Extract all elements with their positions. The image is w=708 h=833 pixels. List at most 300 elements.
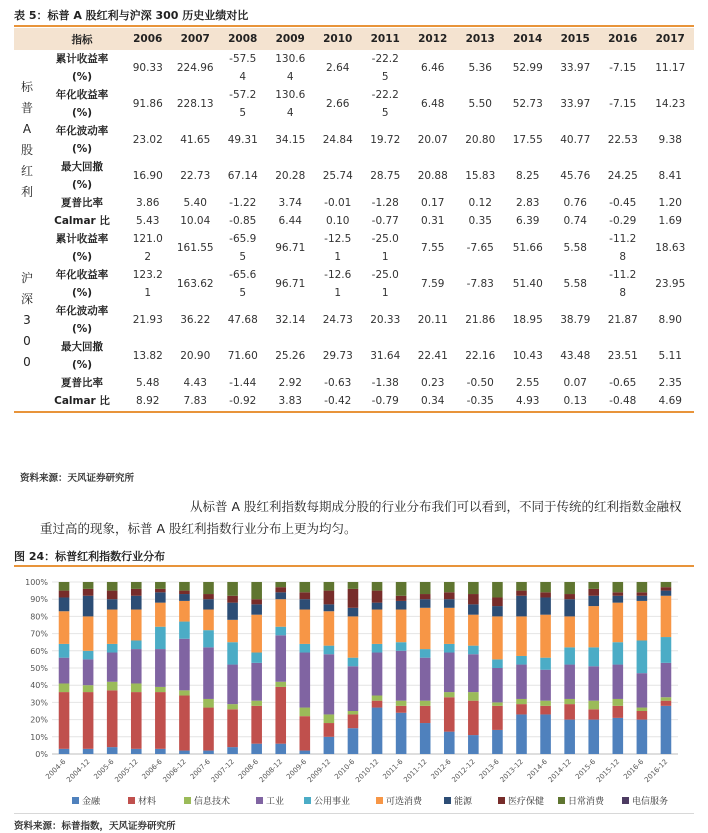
indicator-name [40,302,124,338]
bar-segment [540,706,551,715]
value-cell [267,392,315,410]
bar-segment [588,666,599,700]
bar-segment [468,692,479,701]
value-cell [599,266,647,302]
value-cell [552,122,600,158]
indicator-name-line: 夏普比率 [61,197,103,209]
value-cell [599,122,647,158]
value-line: 43.48 [560,350,591,362]
bar-segment [203,630,214,647]
value-cell [599,374,647,392]
x-tick-label: 2007-6 [188,757,212,781]
x-tick-label: 2009-12 [305,757,333,785]
bar-segment [348,658,359,667]
bar-segment [275,592,286,599]
value-line: 0.07 [563,377,587,389]
indicator-name-line: 年化波动率 [55,305,109,317]
legend-label: 金融 [82,797,101,807]
bar-segment [444,582,455,592]
value-cell [504,266,552,302]
value-cell [552,212,600,230]
value-cell [362,50,410,86]
value-cell [362,212,410,230]
bar-segment [661,582,672,587]
x-tick-label: 2004-6 [44,757,68,781]
bar-segment [468,604,479,614]
value-line: 96.71 [275,242,306,254]
value-cell [314,50,362,86]
value-line: 32.14 [275,314,306,326]
value-line: 7.59 [421,278,445,290]
table-bottom-rule [14,411,694,413]
value-line: 163.62 [176,278,214,290]
bar-segment [564,647,575,664]
value-line: -0.79 [371,395,399,407]
value-line: 29.73 [322,350,353,362]
bar-segment [107,610,118,644]
bar-segment [179,639,190,691]
bar-segment [516,714,527,754]
bar-segment [396,713,407,754]
value-line: 0.12 [468,197,492,209]
bar-segment [155,749,166,754]
bar-segment [396,642,407,651]
value-line: 21.86 [465,314,496,326]
legend-label: 工业 [266,797,285,807]
value-cell [314,122,362,158]
value-line: 34.15 [275,134,306,146]
value-cell [267,212,315,230]
bar-segment [396,701,407,706]
value-line: 1 [334,251,342,263]
value-line: 5 [239,251,247,263]
value-cell [267,302,315,338]
bar-segment [420,701,431,706]
value-line: 6.39 [516,215,540,227]
value-line: 41.65 [180,134,211,146]
value-line: 20.28 [275,170,306,182]
value-line: 8 [619,251,627,263]
bar-segment [564,699,575,704]
bar-segment [540,582,551,592]
value-line: -0.42 [324,395,352,407]
bar-segment [613,642,624,664]
indicator-name [40,338,124,374]
bar-segment [564,599,575,616]
bar-segment [637,711,648,720]
bar-segment [348,714,359,728]
header-year: 2007 [172,28,220,50]
header-year: 2006 [124,28,172,50]
figure-caption: 图 24：标普红利指数行业分布 [14,550,166,563]
bar-segment [396,610,407,643]
bar-segment [588,647,599,666]
performance-table [14,28,694,410]
value-line: 0.35 [468,215,492,227]
bar-segment [83,596,94,617]
bar-segment [251,582,262,599]
bar-segment [227,582,238,596]
value-line: -57.2 [229,89,257,101]
value-cell [124,50,172,86]
bar-segment [131,596,142,610]
bar-segment [661,596,672,637]
value-cell [362,122,410,158]
header-blank [14,28,40,50]
indicator-name-line: 最大回撤 [61,341,103,353]
x-tick-label: 2004-12 [65,757,92,785]
bar-segment [300,582,311,592]
bar-segment [155,589,166,592]
group-label [14,50,40,230]
bar-segment [468,735,479,754]
bar-segment [251,599,262,604]
indicator-name [40,392,124,410]
bar-segment [444,592,455,599]
bar-segment [492,597,503,606]
value-line: 6.44 [278,215,302,227]
value-line: 0.23 [421,377,445,389]
value-cell [362,194,410,212]
bar-segment [59,582,70,591]
value-line: 20.33 [370,314,401,326]
bar-segment [637,708,648,711]
value-cell [552,338,600,374]
value-line: -22.2 [371,89,399,101]
legend-swatch [376,797,383,804]
bar-segment [516,591,527,596]
value-line: 1.20 [658,197,682,209]
y-tick-label: 100% [25,578,48,587]
bar-segment [637,673,648,707]
value-cell [647,374,695,392]
bar-segment [348,608,359,617]
value-line: 0.13 [563,395,587,407]
value-cell [124,302,172,338]
value-cell [457,194,505,212]
value-cell [267,266,315,302]
bar-segment [348,666,359,711]
bar-segment [661,701,672,706]
header-indicator: 指标 [40,28,124,50]
value-line: 1 [144,287,152,299]
bar-segment [131,610,142,641]
value-cell [314,158,362,194]
x-tick-label: 2012-6 [429,757,453,781]
group-label-char: 0 [23,354,31,369]
indicator-name [40,374,124,392]
value-cell [124,338,172,374]
value-line: -7.83 [466,278,494,290]
value-line: 24.25 [607,170,638,182]
indicator-name-line: (%) [71,323,93,335]
bar-segment [516,656,527,665]
value-cell [124,374,172,392]
bar-segment [420,608,431,649]
value-line: 96.71 [275,278,306,290]
bar-segment [492,668,503,702]
x-tick-label: 2015-6 [573,757,598,781]
value-cell [599,392,647,410]
value-cell [457,212,505,230]
value-cell [124,86,172,122]
value-line: 5 [239,107,247,119]
value-line: 4 [286,71,294,83]
y-tick-label: 50% [30,664,48,673]
value-line: 9.38 [658,134,682,146]
value-cell [172,266,220,302]
value-line: 2.66 [326,98,350,110]
value-line: -0.45 [609,197,637,209]
value-cell [362,86,410,122]
group-label-char: 0 [23,333,31,348]
value-cell [457,86,505,122]
bar-segment [155,627,166,649]
value-cell [362,302,410,338]
legend-swatch [128,797,135,804]
value-cell [172,122,220,158]
value-cell [457,230,505,266]
bar-segment [661,587,672,590]
value-cell [647,212,695,230]
value-cell [504,212,552,230]
bar-segment [251,604,262,614]
indicator-name [40,230,124,266]
bar-segment [468,701,479,735]
indicator-name-line: (%) [71,143,93,155]
bar-segment [613,665,624,699]
value-cell [504,50,552,86]
value-line: 38.79 [560,314,591,326]
x-tick-label: 2011-6 [381,757,405,781]
value-cell [124,122,172,158]
bar-segment [107,690,118,747]
value-cell [172,392,220,410]
value-cell [267,122,315,158]
bar-segment [588,606,599,647]
header-year: 2013 [457,28,505,50]
value-line: 16.90 [132,170,163,182]
bar-segment [275,627,286,636]
x-tick-label: 2013-6 [477,757,501,781]
bar-segment [588,709,599,719]
value-cell [504,86,552,122]
bar-segment [155,687,166,692]
bar-segment [203,708,214,751]
value-line: 52.73 [512,98,543,110]
value-line: -65.6 [229,269,257,281]
value-line: 19.72 [370,134,401,146]
bar-segment [372,610,383,644]
value-line: 10.04 [180,215,211,227]
value-cell [599,338,647,374]
bar-segment [251,701,262,706]
value-line: 123.2 [132,269,163,281]
legend-swatch [184,797,191,804]
value-cell [409,194,457,212]
bar-segment [179,591,190,594]
bar-segment [468,646,479,655]
value-cell [552,392,600,410]
value-line: -25.0 [371,233,399,245]
group-label [14,230,40,410]
value-cell [172,338,220,374]
bar-segment [155,649,166,687]
value-line: 20.88 [417,170,448,182]
value-cell [552,266,600,302]
bar-segment [613,582,624,592]
value-line: 1.69 [658,215,682,227]
group-label-char: 深 [20,291,33,306]
bar-segment [661,663,672,697]
y-tick-label: 0% [35,750,48,759]
value-cell [314,212,362,230]
bar-segment [275,744,286,754]
value-cell [219,158,267,194]
bar-segment [227,603,238,620]
value-cell [647,392,695,410]
bar-segment [516,699,527,704]
value-line: 17.55 [512,134,543,146]
value-cell [647,122,695,158]
bar-segment [613,592,624,595]
value-cell [172,374,220,392]
value-cell [267,230,315,266]
table-row [14,86,694,122]
value-cell [219,212,267,230]
bar-segment [59,749,70,754]
bar-segment [637,601,648,641]
bar-segment [372,582,383,591]
bar-segment [540,701,551,706]
bar-segment [540,658,551,670]
value-cell [314,194,362,212]
y-tick-label: 90% [30,595,48,605]
value-line: 25.74 [322,170,353,182]
table-row [14,122,694,158]
bar-segment [155,692,166,749]
bar-segment [613,603,624,643]
body-paragraph: 从标普 A 股红利指数每期成分股的行业分布我们可以看到，不同于传统的红利指数金融权重过高的现象，标普 A 股红利指数行业分布上更为均匀。 [40,499,682,536]
value-line: 36.22 [180,314,211,326]
bar-segment [300,599,311,609]
value-line: -7.15 [609,62,637,74]
bar-segment [59,683,70,692]
legend-label: 医疗保健 [508,797,545,807]
table-source: 资料来源：天风证券研究所 [20,473,135,484]
bar-segment [468,615,479,646]
bar-segment [227,642,238,664]
value-line: 20.07 [417,134,448,146]
value-cell [124,194,172,212]
table-row [14,392,694,410]
bar-segment [492,616,503,659]
indicator-name [40,266,124,302]
bar-segment [324,654,335,714]
value-line: 47.68 [227,314,258,326]
value-cell [647,302,695,338]
legend-label: 日常消费 [568,797,605,807]
value-line: -11.2 [609,233,637,245]
bar-segment [372,701,383,708]
bar-segment [637,720,648,754]
table-row [14,50,694,86]
value-cell [172,86,220,122]
bar-segment [59,692,70,749]
legend-label: 公用事业 [314,797,351,807]
bar-segment [59,644,70,658]
value-cell [314,86,362,122]
bar-segment [83,692,94,749]
value-cell [314,266,362,302]
value-cell [219,230,267,266]
table-row [14,158,694,194]
value-cell [219,302,267,338]
table-header-row [14,28,694,50]
bar-segment [275,587,286,592]
bar-segment [59,658,70,684]
bar-segment [179,582,190,591]
value-line: 2.83 [516,197,540,209]
bar-segment [324,646,335,655]
value-cell [552,50,600,86]
indicator-name [40,212,124,230]
bar-segment [540,597,551,614]
value-line: -0.35 [466,395,494,407]
bar-segment [59,597,70,611]
value-cell [362,374,410,392]
value-cell [172,212,220,230]
x-tick-label: 2015-12 [594,757,622,785]
bar-segment [372,591,383,603]
value-line: 161.55 [176,242,214,254]
bar-segment [420,723,431,754]
value-line: 130.6 [275,53,306,65]
value-cell [599,158,647,194]
chart-legend [14,792,694,810]
header-year: 2011 [362,28,410,50]
value-line: 5.58 [563,278,587,290]
bar-segment [300,610,311,644]
bar-segment [492,606,503,616]
value-cell [219,338,267,374]
value-cell [409,212,457,230]
value-line: 51.66 [512,242,543,254]
bar-segment [83,651,94,660]
bar-segment [348,711,359,714]
bar-segment [564,616,575,647]
indicator-name-line: 最大回撤 [61,161,103,173]
indicator-name [40,158,124,194]
value-line: 13.82 [132,350,163,362]
value-line: 0.34 [421,395,445,407]
bar-segment [348,728,359,754]
value-cell [362,338,410,374]
header-year: 2010 [314,28,362,50]
value-line: 11.17 [655,62,686,74]
bar-segment [179,751,190,754]
bar-segment [540,615,551,658]
bar-segment [131,692,142,749]
group-label-char: 红 [20,164,33,178]
table-body [14,50,694,410]
bar-segment [661,637,672,663]
bar-segment [420,594,431,599]
value-cell [647,338,695,374]
bar-segment [468,594,479,604]
bar-segment [444,653,455,693]
bar-segment [613,706,624,718]
